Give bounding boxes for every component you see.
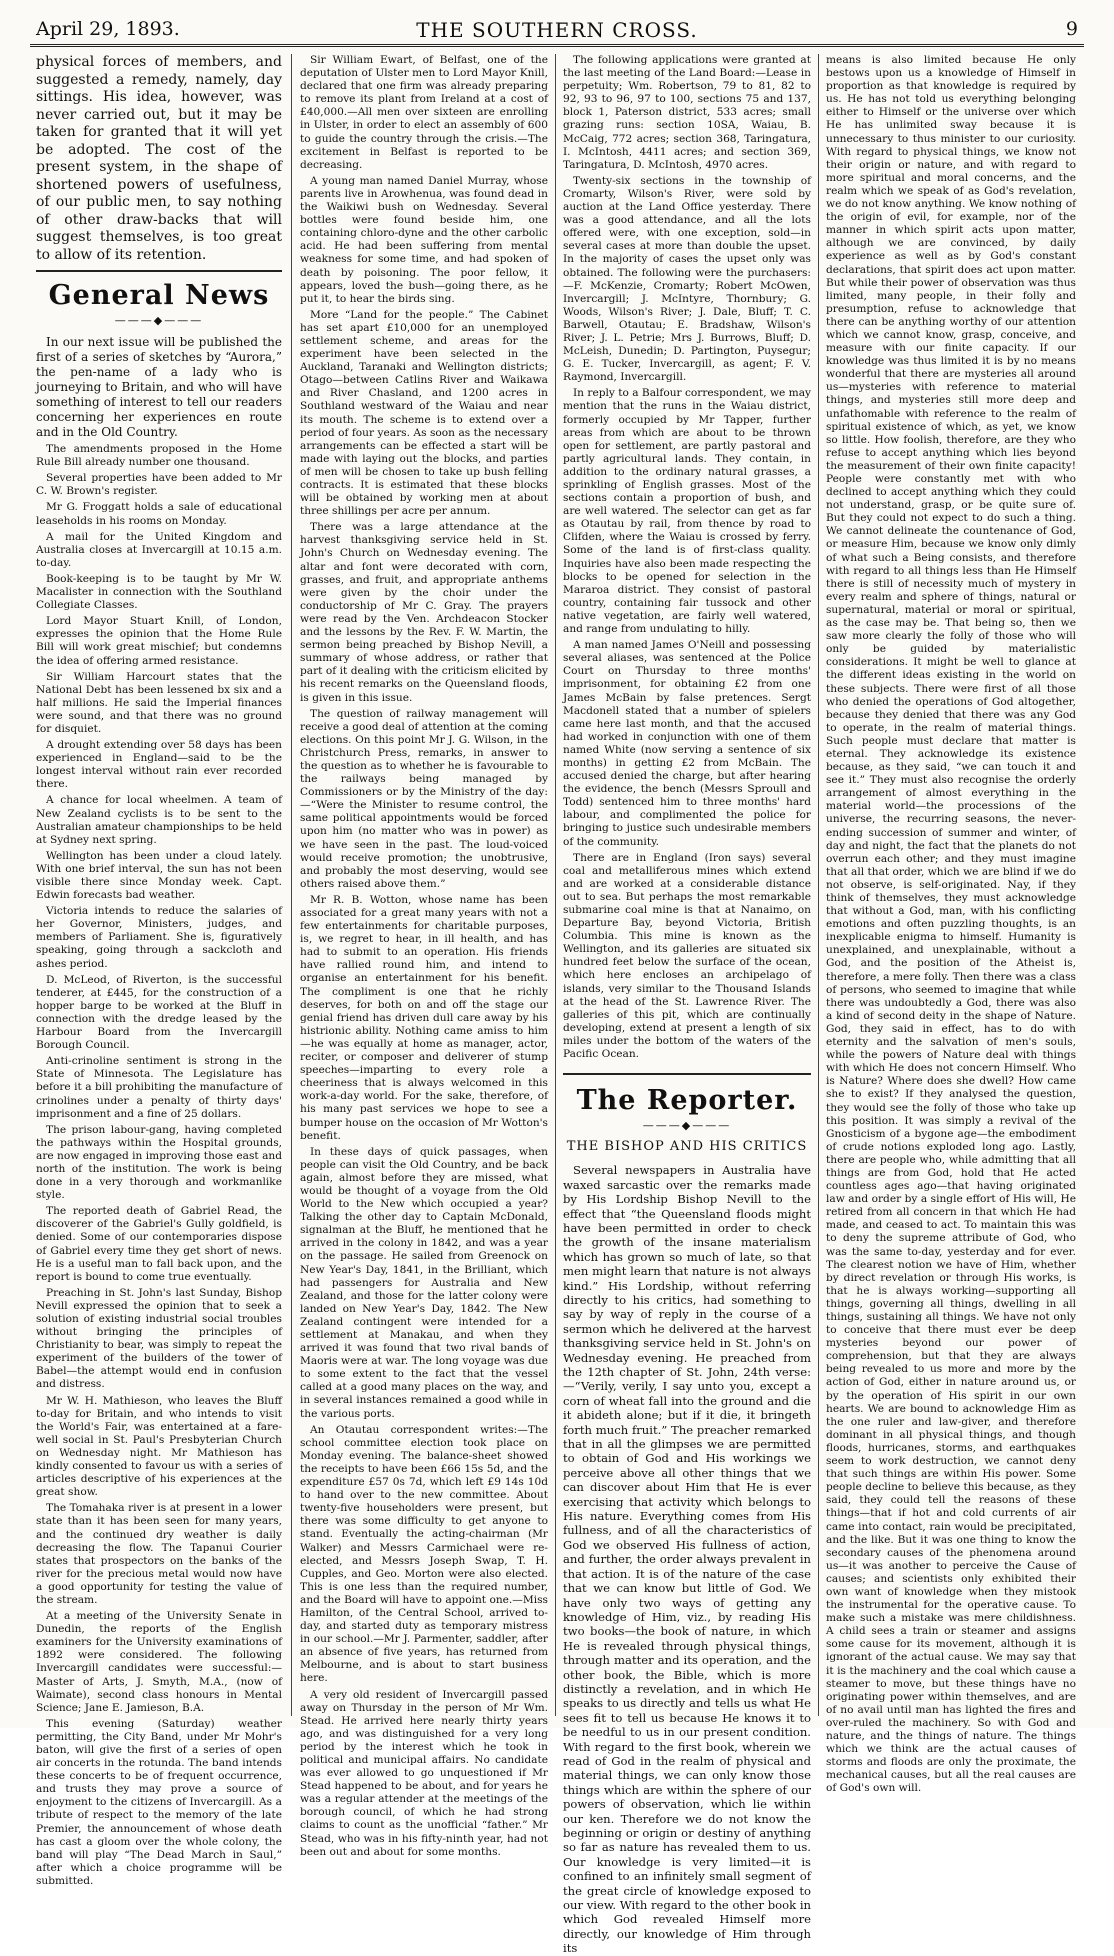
article-paragraph: Sir William Harcourt states that the National Debt has been lessened bx six and a half millions. He said the Imperial finances were sound, and that there was no ground for disquiet. bbox=[36, 670, 282, 735]
article-paragraph: The Tomahaka river is at present in a lower state than it has been seen for many years, and the continued dry weather is daily decreasing the flow. The Tapanui Courier states that prospectors on the banks of the river for the precious metal would now have a good opportunity for testing the value of the stream. bbox=[36, 1502, 282, 1606]
article-paragraph: The following applications were granted at the last meeting of the Land Board:—Lease in perpetuity; Wm. Robertson, 79 to 81, 82 to 92, 93 to 96, 97 to 100, sections 75 and 137, block 1, Paterson district, 533 acres; small grazing runs: section 10SA, Waiau, B. McCaig, 772 acres; section 368, Taringatura, I. McIntosh, 4411 acres; and section 369, Taringatura, D. McIntosh, 4970 acres. bbox=[563, 54, 811, 171]
lead-paragraph bbox=[36, 54, 282, 264]
section-rule bbox=[36, 270, 282, 272]
page-number: 9 bbox=[1065, 18, 1078, 40]
heading-ornament: ———◆——— bbox=[114, 314, 204, 327]
header-rule bbox=[30, 44, 1084, 47]
article-paragraph: In our next issue will be published the first of a series of sketches by “Aurora,” the pen-name of a lady who is journeying to Britain, and who will have something of interest to tell our readers concerning her experiences en route and in the Old Country. bbox=[36, 335, 282, 440]
article-paragraph: Lord Mayor Stuart Knill, of London, expresses the opinion that the Home Rule Bill will work great mischief; but condemns the idea of offering armed resistance. bbox=[36, 615, 282, 667]
article-paragraph: Anti-crinoline sentiment is strong in the State of Minnesota. The Legislature has before it a bill prohibiting the manufacture of crinolines under a penalty of thirty days' imprisonment and a fine of 25 dollars. bbox=[36, 1055, 282, 1120]
article-paragraph: The question of railway management will receive a good deal of attention at the coming elections. On this point Mr J. G. Wilson, in the Christchurch Press, remarks, in answer to the question as to whether he is favourable to the railways being managed by Commissioners or by the Ministry of the day:—“Were the Minister to resume control, the same political appointments would be forced upon him (no matter who was in power) as we have seen in the past. The loud-voiced would receive promotion; the unobtrusive, and probably the most deserving, would see others raised above them.” bbox=[300, 707, 548, 890]
article-paragraph: D. McLeod, of Riverton, is the successful tenderer, at £445, for the construction of a hopper barge to be worked at the Bluff in connection with the dredge leased by the Harbour Board from the Invercargill Borough Council. bbox=[36, 973, 282, 1052]
article-paragraph: There are in England (Iron says) several coal and metalliferous mines which extend and are worked at a considerable distance out to sea. But perhaps the most remarkable submarine coal mine is that at Nanaimo, on Departure Bay, beyond Victoria, British Columbia. This mine is known as the Wellington, and its galleries are situated six hundred feet below the surface of the ocean, which here encloses an archipelago of islands, very similar to the Thousand Islands at the head of the St. Lawrence River. The galleries of this pit, which are continually developing, extend at present a length of six miles under the bottom of the waters of the Pacific Ocean. bbox=[563, 851, 811, 1061]
column-3 bbox=[563, 54, 812, 1956]
article-paragraph: Sir William Ewart, of Belfast, one of the deputation of Ulster men to Lord Mayor Knill, declared that one firm was already preparing to remove its plant from Ireland at a cost of £40,000.—All men over sixteen are enrolling in Ulster, in order to elect an assembly of 600 to guide the country through the crisis.—The excitement in Belfast is reported to be decreasing. bbox=[300, 54, 548, 171]
article-paragraph: Wellington has been under a cloud lately. With one brief interval, the sun has not been visible there since Monday week. Capt. Edwin forecasts bad weather. bbox=[36, 849, 282, 902]
column-1 bbox=[36, 54, 282, 1887]
page-header bbox=[36, 18, 1078, 44]
article-paragraph: Book-keeping is to be taught by Mr W. Macalister in connection with the Southland Collegiate Classes. bbox=[36, 572, 282, 612]
article-paragraph: A drought extending over 58 days has been experienced in England—said to be the longest interval without rain ever recorded there. bbox=[36, 739, 282, 791]
article-paragraph: In reply to a Balfour correspondent, we may mention that the runs in the Waiau district, formerly occupied by Mr Tapper, further areas from which are about to be thrown open for settlement, are partly pastoral and partly agricultural lands. They contain, in addition to the ordinary natural grasses, a sprinkling of English grasses. Most of the sections contain a proportion of bush, and are well watered. The selector can get as far as Otautau by rail, from thence by road to Clifden, where the Waiau is crossed by ferry. Some of the land is of first-class quality. Inquiries have also been made respecting the blocks to be opened for selection in the Mararoa district. They consist of pastoral country, containing fair tussock and other native vegetation, are fairly well watered, and range from undulating to hilly. bbox=[563, 387, 812, 636]
column-4 bbox=[826, 54, 1076, 1795]
article-paragraph: physical forces of members, and suggested a remedy, namely, day sittings. His idea, however, was never carried out, but it may be taken for granted that it will yet be adopted. The cost of the present system, in the shape of shortened powers of usefulness, of our public men, to say nothing of other draw-backs that will suggest themselves, is too great to allow of its retention. bbox=[36, 54, 282, 263]
section-heading-reporter: The Reporter. bbox=[576, 1085, 798, 1117]
article-paragraph: Several properties have been added to Mr C. W. Brown's register. bbox=[36, 472, 282, 498]
article-paragraph: An Otautau correspondent writes:—The school committee election took place on Monday evening. The balance-sheet showed the receipts to have been £66 15s 5d, and the expenditure £57 0s 7d, which left £9 14s 10d to hand over to the new committee. About twenty-five householders were present, but there was some difficulty to get anyone to stand. Eventually the acting-chairman (Mr Walker) and Messrs Carmichael were re-elected, and Messrs Joseph Swap, T. H. Cupples, and Geo. Morton were also elected. This is one less than the required number, and the Board will have to appoint one.—Miss Hamilton, of the Central School, arrived to-day, and started duty as temporary mistress in our school.—Mr J. Parmenter, saddler, after an absence of five years, has returned from Melbourne, and is about to start business here. bbox=[300, 1423, 548, 1685]
heading-ornament: ———◆——— bbox=[642, 1119, 732, 1133]
article-paragraph: More “Land for the people.” The Cabinet has set apart £10,000 for an unemployed settlement scheme, and areas for the experiment have been selected in the Auckland, Taranaki and Wellington districts; Otago—between Catlins River and Waikawa and River Chasland, and 1200 acres in Southland westward of the Waiau and near its mouth. The scheme is to extend over a period of four years. As soon as the necessary arrangements can be effected a start will be made with laying out the blocks, and parties of men will be chosen to take up bush felling contracts. It is estimated that these blocks will be obtained by working men at about three shillings per acre per annum. bbox=[300, 308, 548, 518]
reporter-section bbox=[563, 1073, 811, 1956]
article-paragraph: Mr R. B. Wotton, whose name has been associated for a great many years with not a few entertainments for charitable purposes, is, we regret to hear, in ill health, and has had to submit to an operation. His friends have rallied round him, and intend to organise an entertainment for his benefit. The compliment is one that he richly deserves, for both on and off the stage our genial friend has driven dull care away by his histrionic ability. Nothing came amiss to him—he was equally at home as manager, actor, reciter, or composer and deliverer of stump speeches—imparting to every role a cheeriness that is always welcomed in this work-a-day world. For the sake, therefore, of his many past services we hope to see a bumper house on the occasion of Mr Wotton's benefit. bbox=[300, 893, 548, 1142]
masthead-title: THE SOUTHERN CROSS. bbox=[416, 18, 698, 42]
article-paragraph: Several newspapers in Australia have waxed sarcastic over the remarks made by His Lordship Bishop Nevill to the effect that “the Queensland floods might have been permitted in order to check the growth of the insane materialism which has grown so much of late, so that men might learn that nature is not always kind.” His Lordship, without referring directly to his critics, had something to say by way of reply in the course of a sermon which he delivered at the harvest thanksgiving service held in St. John's on Wednesday evening. He preached from the 12th chapter of St. John, 24th verse:—“Verily, verily, I say unto you, except a corn of wheat fall into the ground and die it abideth alone; but if it die, it bringeth forth much fruit.” The preacher remarked that in all the glimpses we are permitted to obtain of God and His workings we perceive above all other things that we can discover about Him that He is ever exercising that activity which belongs to His nature. Everything comes from His fullness, and of all the characteristics of God we observed His fullness of action, and further, the order always prevalent in that action. It is of the nature of the case that we can know but little of God. We have only two ways of getting any knowledge of Him, viz., by reading His two books—the book of nature, in which He is revealed through physical things, through matter and its operation, and the other book, the Bible, which is more distinctly a revelation, and in which He speaks to us directly and tells us what He sees fit to tell us because He knows it to be needful to us in our present condition. With regard to the first book, wherein we read of God in the realm of physical and material things, we can only know those things which are within the sphere of our powers of observation, which lie within our ken. Therefore we do not know the beginning or origin or destiny of anything so far as nature has revealed them to us. Our knowledge is very limited—it is confined to an infinitely small segment of the great circle of knowledge exposed to our view. With regard to the other book in which God revealed Himself more directly, our knowledge of Him through its bbox=[563, 1163, 811, 1956]
article-paragraph: Mr W. H. Mathieson, who leaves the Bluff to-day for Britain, and who intends to visit the World's Fair, was entertained at a fare-well social in St. Paul's Presbyterian Church on Wednesday night. Mr Mathieson has kindly consented to favour us with a series of articles descriptive of his experiences at the great show. bbox=[36, 1394, 282, 1499]
article-paragraph: Mr G. Froggatt holds a sale of educational leaseholds in his rooms on Monday. bbox=[36, 501, 282, 527]
column-divider bbox=[555, 54, 556, 1716]
article-paragraph: Twenty-six sections in the township of Cromarty, Wilson's River, were sold by auction at the Land Office yesterday. There was a good attendance, and all the lots offered were, with one exception, sold—in several cases at more than double the upset. In the majority of cases the upset only was obtained. The following were the purchasers:—F. McKenzie, Cromarty; Robert McOwen, Invercargill; J. McIntyre, Thornbury; G. Woods, Wilson's River; J. Dale, Bluff; T. C. Barwell, Otautau; E. Bradshaw, Wilson's River; J. L. Petrie; Mrs J. Burrows, Bluff; D. McLeish, Dunedin; D. Partington, Puysegur; G. E. Tucker, Invercargill, as agent; F. V. Raymond, Invercargill. bbox=[563, 174, 811, 384]
article-paragraph: This evening (Saturday) weather permitting, the City Band, under Mr Mohr's baton, will give the first of a series of open air concerts in the rotunda. The band intends these concerts to be of frequent occurrence, and trusts they may prove a source of enjoyment to the citizens of Invercargill. As a tribute of respect to the memory of the late Premier, the announcement of whose death has cast a gloom over the whole colony, the band will play “The Dead March in Saul,” after which a choice programme will be submitted. bbox=[36, 1717, 282, 1887]
column-2 bbox=[300, 54, 548, 1858]
article-paragraph: Victoria intends to reduce the salaries of her Governor, Ministers, judges, and members of Parliament. She is, figuratively speaking, going through a sackcloth and ashes period. bbox=[36, 905, 282, 970]
article-paragraph: The prison labour-gang, having completed the pathways within the Hospital grounds, are now engaged in improving those east and north of the institution. The work is being done in a very thorough and workmanlike style. bbox=[36, 1123, 282, 1202]
article-paragraph: A mail for the United Kingdom and Australia closes at Invercargill at 10.15 a.m. to-day. bbox=[36, 530, 282, 569]
article-subheading: THE BISHOP AND HIS CRITICS bbox=[566, 1139, 808, 1155]
article-paragraph: A chance for local wheelmen. A team of New Zealand cyclists is to be sent to the Australian amateur championships to be held at Sydney next spring. bbox=[36, 794, 282, 846]
column-divider bbox=[291, 54, 292, 1716]
article-paragraph: In these days of quick passages, when people can visit the Old Country, and be back again, almost before they are missed, what would be thought of a voyage from the Old World to the New which occupied a year? Talking the other day to Captain McDonald, signalman at the Bluff, he mentioned that he arrived in the colony in 1842, and was a year on the passage. He sailed from Greenock on New Year's Day, 1841, in the Brilliant, which had passengers for Australia and New Zealand, and those for the latter colony were landed on New Year's Day, 1842. The New Zealand contingent were intended for a settlement at Manakau, and when they arrived it was found that two rival bands of Maoris were at war. The long voyage was due to some extent to the fact that the vessel called at a good many places on the way, and in several instances remained a good while in the various ports. bbox=[300, 1145, 548, 1420]
article-paragraph: means is also limited because He only bestows upon us a knowledge of Himself in proportion as that knowledge is required by us. He has not told us everything belonging either to Himself or the universe over which He has unlimited sway because it is unnecessary to thus minister to our curiosity. With regard to physical things, we know not their origin or nature, and with regard to more spiritual and moral concerns, and the realm which we speak of as God's revelation, we do not know anything. We know nothing of the origin of evil, for example, nor of the manner in which spirit acts upon matter, although we are convinced, by daily experience as well as by God's constant declarations, that spirit does act upon matter. But while their power of observation was thus limited, many people, in their folly and presumption, refuse to acknowledge that there can be anything worthy of our attention which we cannot know, grasp, conceive, and measure with our finite capacity. If our knowledge was thus limited it is by no means wonderful that there are mysteries all around us—mysteries with reference to material things, and mysteries still more deep and unfathomable with reference to the realm of spiritual existence of which, as yet, we know so little. How foolish, therefore, are they who refuse to accept anything which lies beyond the measurement of their own finite capacity! People were constantly met with who declined to accept anything which they could not understand, grasp, or be quite sure of. But they could not expect to do such a thing. We cannot delineate the countenance of God, or measure Him, because we know only dimly of what such a Being consists, and therefore with regard to all things less than He Himself there is still of necessity much of mystery in every realm and sphere of things, natural or supernatural, material or moral or spiritual, as the case may be. That being so, then we saw more clearly the folly of those who will only be guided by materialistic considerations. It might be well to glance at the different ideas existing in the world on these subjects. There were first of all those who denied the operations of God altogether, because they denied that there was any God to operate, in the realm of material things. Such people must declare that matter is eternal. They acknowledge its existence because, as they said, “we can touch it and see it.” They must also recognise the orderly arrangement of almost everything in the material world—the processions of the universe, the recurring seasons, the never-ending succession of summer and winter, of day and night, the fact that the planets do not overrun each other; and they must imagine that all that order, which we are blind if we do not observe, is self-originated. Nay, if they think of themselves, they must acknowledge that without a God, man, with his conflicting emotions and often puzzling thoughts, is an inexplicable enigma to himself. Humanity is unexplained, and unexplainable, without a God, and the position of the Atheist is, therefore, a mere folly. Then there was a class of persons, who seemed to imagine that while there was undoubtedly a God, there was also a kind of second deity in the shape of Nature. God, they said in effect, has to do with eternity and the salvation of men's souls, while the powers of Nature deal with things with which He does not concern Himself. Who is Nature? Where does she dwell? How came she to exist? If they analysed the question, they would see the folly of those who take up this position. It was simply a revival of the Gnosticism of a bygone age—the embodiment of crude notions exploded long ago. Lastly, there are people who, while admitting that all things are from God, hold that He acted countless ages ago—that having originated law and order by a single effort of His will, He retired from all concern in that which He had made, and ceased to act. To maintain this was to deny the supreme attribute of God, who was the same to-day, yesterday and for ever. The clearest notion we have of Him, whether by direct revelation or through His works, is that he is always working—supporting all things, governing all things, dwelling in all things, sustaining all things. We have not only to conceive that there must ever be deep mysteries beyond our power of comprehension, but that they are always being revealed to us more and more by the action of God, either in nature around us, or by the operation of His spirit in our own hearts. We are bound to acknowledge Him as the one ruler and law-giver, and therefore dominant in all physical things, and though floods, hurricanes, storms, and earthquakes seem to work destruction, we cannot deny that such things are within His power. Some people decline to believe this because, as they said, they could tell the reasons of these things—that if hot and cold currents of air came into contact, rain would be precipitated, and the like. But it was one thing to know the secondary causes of the phenomena around us—it was another to perceive the Cause of causes; and scientists only exhibited their own want of knowledge when they mistook the instrumental for the operative cause. To make such a mistake was mere childishness. A child sees a train or steamer and assigns some cause for its movement, although it is ignorant of the actual cause. We may say that it is the machinery and the coal which cause a steamer to move, but these things have no originating power within themselves, and are of no avail until man has lighted the fires and over-ruled the machinery. So with God and nature, and the things of nature. The things which we think are the actual causes of storms and floods are only the proximate, the mechanical causes, but all the real causes are of God's own will. bbox=[826, 54, 1076, 1795]
article-paragraph: The reported death of Gabriel Read, the discoverer of the Gabriel's Gully goldfield, is denied. Some of our contemporaries dispose of Gabriel every time they get short of news. He is a useful man to fall back upon, and the report is bound to come true eventually. bbox=[36, 1205, 282, 1283]
article-paragraph: A young man named Daniel Murray, whose parents live in Arowhenua, was found dead in the Waikiwi bush on Wednesday. Several bottles were found beside him, one containing chloro-dyne and the other carbolic acid. He had been suffering from mental weakness for some time, and had spoken of death by poisoning. The poor fellow, it appears, loved the bush—going there, as he put it, to hear the birds sing. bbox=[300, 174, 548, 305]
article-paragraph: A man named James O'Neill and possessing several aliases, was sentenced at the Police Court on Thursday to three months' imprisonment, for obtaining £2 from one James McBain by false pretences. Sergt Macdonell stated that a number of spielers came here last month, and that the accused had worked in conjunction with one of them named White (now serving a sentence of six months) in getting £2 from McBain. The accused denied the charge, but after hearing the evidence, the bench (Messrs Sproull and Todd) sentenced him to three months' hard labour, and complimented the police for bringing to justice such undesirable members of the community. bbox=[563, 639, 811, 848]
article-paragraph: Preaching in St. John's last Sunday, Bishop Nevill expressed the opinion that to seek a solution of existing industrial social troubles without bringing the principles of Christianity to bear, was simply to repeat the experiment of the builders of the tower of Babel—the attempt would end in confusion and distress. bbox=[36, 1286, 282, 1391]
column-divider bbox=[818, 54, 819, 1716]
article-paragraph: At a meeting of the University Senate in Dunedin, the reports of the English examiners for the University examinations of 1892 were considered. The following Invercargill candidates were successful:—Master of Arts, J. Smyth, M.A., (now of Waimate), second class honours in Mental Science; Jane E. Jamieson, B.A. bbox=[36, 1610, 282, 1714]
section-heading-general-news: General News bbox=[48, 280, 270, 311]
article-paragraph: There was a large attendance at the harvest thanksgiving service held in St. John's Church on Wednesday evening. The altar and font were decorated with corn, grasses, and fruit, and appropriate anthems were given by the choir under the conductorship of Mr C. Gray. The prayers were read by the Ven. Archdeacon Stocker and the lessons by the Rev. F. W. Martin, the sermon being preached by Bishop Nevill, a summary of whose address, or rather that part of it dealing with the criticism elicited by his recent remarks on the Queensland floods, is given in this issue. bbox=[300, 521, 548, 704]
article-paragraph: The amendments proposed in the Home Rule Bill already number one thousand. bbox=[36, 443, 282, 469]
article-paragraph: A very old resident of Invercargill passed away on Thursday in the person of Mr Wm. Stead. He arrived here nearly thirty years ago, and was distinguished for a very long period by the interest which he took in political and municipal affairs. No candidate was ever allowed to go unquestioned if Mr Stead happened to be about, and for years he was a regular attender at the meetings of the borough council, of which he had strong claims to count as the unofficial “father.” Mr Stead, who was in his fifty-ninth year, had not been out and about for some months. bbox=[300, 1688, 548, 1858]
issue-date: April 29, 1893. bbox=[36, 18, 180, 40]
